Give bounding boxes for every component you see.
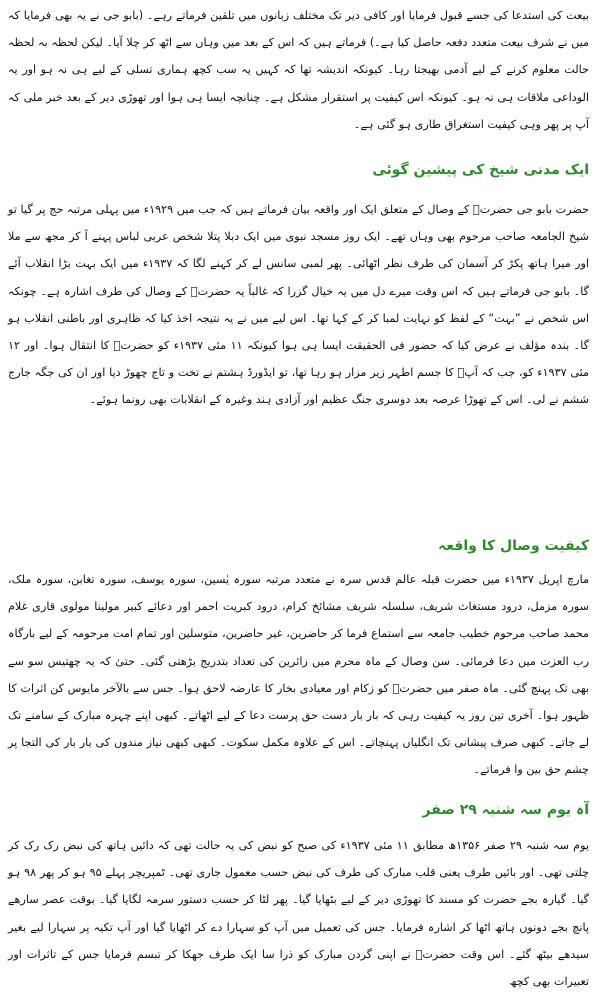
paragraph-prophecy: حضرت بابو جی حضرتؒ کے وصال کے متعلق ایک اور واقعہ بیان فرماتے ہیں کہ جب میں ۱۹۲۹ء میں پہلی مرتبہ حج پر گیا تو شیخ الجامعہ صاحب مرحوم بھی وہاں تھے۔ ایک روز مسجد نبوی میں ایک دبلا پتلا شخص عربی لباس پہنے آ کر مجھ سے ملا اور میرا ہاتھ پکڑ کر آسمان کی طرف نظر اٹھائی۔ پھر لمبی سانس لے کر کہنے لگا کہ ۱۹۳۷ء میں ایک بہت بڑا انقلاب آئے گا۔ بابو جی فرماتے ہیں کہ اس وقت میرے دل میں یہ خیال گزرا کہ غالباً یہ حضرتؒ کے وصال کی طرف اشارہ ہے۔ چونکہ اس شخص نے ”بہت“ کے لفظ کو نہایت لمبا کر کے کہا تھا۔ اس لیے میں نے یہ نتیجہ اخذ کیا کہ ظاہری اور باطنی انقلاب ہو گا۔ بندہ مؤلف نے عرض کیا کہ حضور فی الحقیقت ایسا ہی ہوا کیونکہ ۱۱ مئی ۱۹۳۷ء کو حضرتؒ کا انتقال ہوا۔ اور ۱۲ مئی ۱۹۳۷ء کو، جب کہ آپؒ کا جسم اطہر زیر مزار ہو رہا تھا، تو ایڈورڈ ہشتم نے تخت و تاج چھوڑ دیا اور ان کی جگہ جارج ششم نے لی۔ اس کے تھوڑا عرصہ بعد دوسری جنگ عظیم اور آزادی ہند وغیرہ کے انقلابات بھی رونما ہوئے۔	[8, 203, 590, 407]
paragraph-bayat: بیعت کی استدعا کی جسے قبول فرمایا اور کافی دیر تک مختلف زبانوں میں تلقین فرماتے رہے۔ (بابو جی نے یہ بھی فرمایا کہ میں نے شرف بیعت متعدد دفعہ حاصل کیا ہے۔) فرماتے ہیں کہ اس کے بعد میں وہاں سے اٹھ کر چلا آیا۔ لیکن لحظہ بہ لحظہ حالت معلوم کرنے کے لیے آدمی بھیجتا رہا۔ کیونکہ اندیشہ تھا کہ کہیں یہ سب کچھ ہماری تسلی کے لیے ہی نہ ہو اور یہ الوداعی ملاقات ہی نہ ہو۔ کیونکہ اس کیفیت پر استقرار مشکل ہے۔ چنانچہ ایسا ہی ہوا اور تھوڑی دیر کے بعد خبر ملی کہ آپ پر پھر وہی کیفیت استغراق طاری ہو گئی ہے۔	[8, 9, 589, 131]
heading-madani-sheikh-prophecy: ایک مدنی شیخ کی پیشین گوئی	[372, 162, 589, 178]
paragraph-wisal-event: مارچ اپریل ۱۹۳۷ء میں حضرت قبلہ عالم قدس سرہ نے متعدد مرتبہ سورہ یٰسین، سورہ یوسف، سورہ تغابن، سورہ ملک، سورہ مزمل، درود مستغاث شریف، سلسلہ شریف مشائخ کرام، درود کبریت احمر اور دعائے کبیر مولینا مولوی قاری غلام محمد صاحب مرحوم خطیب جامعہ سے استماع فرما کر حاضرین، غیر حاضرین، متوسلین اور تمام امت مرحومہ کے لیے بارگاہ رب العزت میں دعا فرمائی۔ سن وصال کے ماہ محرم میں زائرین کی تعداد بتدریج بڑھتی گئی۔ حتیٰ کہ یہ چھتیس سو سے بھی تک پہنچ گئی۔ ماہ صفر میں حضرتؒ کو زکام اور معیادی بخار کا عارضہ لاحق ہوا۔ جس سے بالآخر مایوس کن اثرات کا ظہور ہوا۔ آخری تین روز یہ کیفیت رہی کہ بار بار دست حق پرست دعا کے لیے اٹھاتے۔ کبھی اپنے چہرہ مبارک کے سامنے تک لے جاتے۔ کبھی صرف پیشانی تک انگلیاں پہنچاتے۔ اس کے علاوہ مکمل سکوت۔ کبھی کبھی نیاز مندوں کی بار بار کی التجا پر چشم حق بین وا فرماتے۔	[8, 573, 589, 777]
heading-wisal-event: کیفیت وصال کا واقعہ	[438, 538, 589, 554]
paragraph-tuesday: یوم سہ شنبہ ۲۹ صفر ۱۳۵۶ھ مطابق ۱۱ مئی ۱۹۳۷ء کی صبح کو نبض کی یہ حالت تھی کہ دائیں ہاتھ کی نبض رک رک کر چلتی تھی۔ اور بائیں طرف یعنی قلب مبارک کی طرف کی نبض حسب معمول جاری تھی۔ ٹمپریچر پہلے ۹۵ ہو کر پھر ۹۸ ہو گیا۔ گیارہ بجے حضرت کو مسند کا تھوڑی دیر کے لیے بٹھایا گیا۔ پھر لٹا کر حسب دستور سرمہ لگایا گیا۔ بوقت عصر سارھے پانچ بجے دونوں ہاتھ اٹھا کر اشارہ فرمایا۔ جس کی تعمیل میں آپ کو سہارا دے کر اٹھایا گیا اور آپ تکیہ پر سہارا لیے بغیر سیدھے بیٹھ گئے۔ اس وقت حضرتؒ نے اپنی گردن مبارک کو ذرا سا ایک طرف جھکا کر تبسم فرمایا جس کے تاثرات اور تعبیرات بھی کچھ	[8, 839, 589, 989]
heading-tuesday-29-safar: آہ یوم سہ شنبہ ۲۹ صفر	[422, 802, 589, 818]
